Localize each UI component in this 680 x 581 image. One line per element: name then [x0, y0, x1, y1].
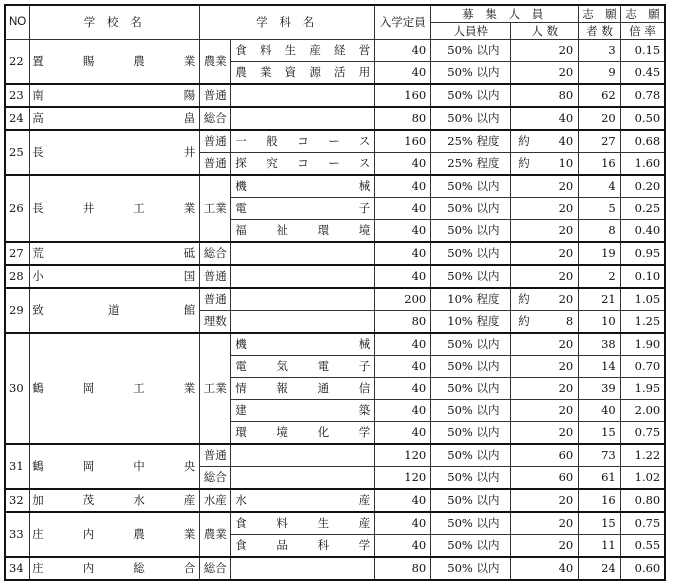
- recruit-count: [511, 288, 579, 311]
- table-row: [5, 444, 665, 467]
- school-name: 長井工業: [30, 175, 200, 242]
- recruit-count: [511, 107, 579, 130]
- recruit-count-value: 10: [558, 156, 574, 170]
- dept-name: 機械: [231, 333, 375, 356]
- dept-name: 食品科学: [231, 535, 375, 558]
- recruit-count-value: 20: [558, 179, 574, 193]
- ratio: 1.22: [620, 444, 665, 467]
- applicants: 40: [579, 400, 621, 422]
- school-no: 32: [5, 489, 30, 512]
- recruit-limit: 50% 以内: [431, 378, 511, 400]
- admissions-table-container: [4, 4, 666, 581]
- ratio: 0.80: [620, 489, 665, 512]
- applicants: 20: [579, 107, 621, 130]
- recruit-count-value: 20: [558, 425, 574, 439]
- school-name: 長井: [30, 130, 200, 175]
- recruit-count: [511, 467, 579, 490]
- recruit-limit: 50% 以内: [431, 198, 511, 220]
- recruit-limit: 50% 以内: [431, 333, 511, 356]
- ratio: 0.60: [620, 557, 665, 580]
- header-school: 学 校 名: [30, 5, 200, 40]
- table-row: [5, 175, 665, 198]
- school-name: 高畠: [30, 107, 200, 130]
- ratio: 0.25: [620, 198, 665, 220]
- recruit-count: [511, 153, 579, 176]
- dept-name: [231, 467, 375, 490]
- applicants: 8: [579, 220, 621, 243]
- recruit-count-value: 80: [558, 88, 574, 102]
- school-no: 24: [5, 107, 30, 130]
- school-no: 22: [5, 40, 30, 85]
- dept-category: 農業: [200, 40, 231, 85]
- dept-name: [231, 444, 375, 467]
- applicants: 39: [579, 378, 621, 400]
- table-row: [5, 40, 665, 62]
- applicants: 15: [579, 422, 621, 445]
- applicants: 14: [579, 356, 621, 378]
- dept-category: 総合: [200, 467, 231, 490]
- header-recruit: 募 集 人 員: [431, 5, 579, 23]
- dept-category: 農業: [200, 512, 231, 557]
- recruit-count: [511, 175, 579, 198]
- dept-category: 工業: [200, 175, 231, 242]
- school-no: 28: [5, 265, 30, 288]
- applicants: 62: [579, 84, 621, 107]
- dept-category: 普通: [200, 288, 231, 311]
- table-row: [5, 84, 665, 107]
- capacity: 120: [375, 444, 431, 467]
- dept-category: 総合: [200, 557, 231, 580]
- recruit-limit: 50% 以内: [431, 356, 511, 378]
- capacity: 40: [375, 512, 431, 535]
- table-row: [5, 333, 665, 356]
- dept-name: [231, 107, 375, 130]
- capacity: 40: [375, 265, 431, 288]
- applicants: 27: [579, 130, 621, 153]
- recruit-count: [511, 422, 579, 445]
- admissions-table: [4, 4, 666, 581]
- recruit-count: [511, 356, 579, 378]
- dept-name: 水産: [231, 489, 375, 512]
- recruit-limit: 50% 以内: [431, 265, 511, 288]
- dept-name: 農業資源活用: [231, 62, 375, 85]
- recruit-count: [511, 333, 579, 356]
- capacity: 80: [375, 557, 431, 580]
- applicants: 10: [579, 311, 621, 334]
- dept-category: 普通: [200, 265, 231, 288]
- recruit-count-value: 20: [558, 538, 574, 552]
- recruit-count: [511, 444, 579, 467]
- recruit-count: [511, 40, 579, 62]
- dept-category: 工業: [200, 333, 231, 444]
- header-dept: 学 科 名: [200, 5, 375, 40]
- school-name: 致道館: [30, 288, 200, 333]
- table-row: [5, 489, 665, 512]
- recruit-limit: 50% 以内: [431, 62, 511, 85]
- recruit-count: [511, 378, 579, 400]
- dept-name: 食料生産経営: [231, 40, 375, 62]
- applicants: 11: [579, 535, 621, 558]
- table-row: [5, 265, 665, 288]
- header-recruit-limit: 人員枠: [431, 23, 511, 40]
- school-name: 置賜農業: [30, 40, 200, 85]
- capacity: 40: [375, 356, 431, 378]
- table-row: [5, 107, 665, 130]
- applicants: 61: [579, 467, 621, 490]
- recruit-limit: 50% 以内: [431, 535, 511, 558]
- approx-mark: 約: [518, 292, 530, 306]
- dept-name: 情報通信: [231, 378, 375, 400]
- ratio: 0.50: [620, 107, 665, 130]
- dept-category: 理数: [200, 311, 231, 334]
- capacity: 40: [375, 220, 431, 243]
- table-row: [5, 130, 665, 153]
- recruit-limit: 50% 以内: [431, 512, 511, 535]
- applicants: 38: [579, 333, 621, 356]
- recruit-limit: 50% 以内: [431, 220, 511, 243]
- recruit-count-value: 20: [558, 359, 574, 373]
- school-name: 小国: [30, 265, 200, 288]
- applicants: 2: [579, 265, 621, 288]
- recruit-count-value: 20: [558, 403, 574, 417]
- recruit-count-value: 20: [558, 65, 574, 79]
- ratio: 0.20: [620, 175, 665, 198]
- recruit-limit: 25% 程度: [431, 130, 511, 153]
- recruit-limit: 50% 以内: [431, 422, 511, 445]
- header-ratio-1: 志 願: [620, 5, 665, 23]
- recruit-count-value: 20: [558, 493, 574, 507]
- capacity: 40: [375, 198, 431, 220]
- recruit-count-value: 40: [558, 111, 574, 125]
- recruit-limit: 50% 以内: [431, 400, 511, 422]
- table-body: [5, 40, 665, 581]
- ratio: 1.02: [620, 467, 665, 490]
- ratio: 1.25: [620, 311, 665, 334]
- header-ratio-2: 倍 率: [620, 23, 665, 40]
- school-name: 鶴岡中央: [30, 444, 200, 489]
- school-name: 鶴岡工業: [30, 333, 200, 444]
- header-capacity: 入学定員: [375, 5, 431, 40]
- dept-name: 電気電子: [231, 356, 375, 378]
- dept-name: 食料生産: [231, 512, 375, 535]
- recruit-count-value: 20: [558, 223, 574, 237]
- ratio: 1.95: [620, 378, 665, 400]
- recruit-count-value: 60: [558, 448, 574, 462]
- ratio: 1.60: [620, 153, 665, 176]
- ratio: 0.78: [620, 84, 665, 107]
- school-no: 29: [5, 288, 30, 333]
- recruit-limit: 50% 以内: [431, 489, 511, 512]
- recruit-count-value: 20: [558, 43, 574, 57]
- applicants: 3: [579, 40, 621, 62]
- header-recruit-count: 人 数: [511, 23, 579, 40]
- school-no: 34: [5, 557, 30, 580]
- recruit-count: [511, 265, 579, 288]
- applicants: 15: [579, 512, 621, 535]
- capacity: 40: [375, 333, 431, 356]
- applicants: 16: [579, 153, 621, 176]
- recruit-count-value: 20: [558, 269, 574, 283]
- header-applicants-2: 者 数: [579, 23, 621, 40]
- approx-mark: 約: [518, 314, 530, 328]
- dept-name: [231, 311, 375, 334]
- applicants: 5: [579, 198, 621, 220]
- table-row: [5, 288, 665, 311]
- ratio: 2.00: [620, 400, 665, 422]
- recruit-count-value: 40: [558, 134, 574, 148]
- dept-name: 機械: [231, 175, 375, 198]
- dept-name: 環境化学: [231, 422, 375, 445]
- dept-name: 一般コース: [231, 130, 375, 153]
- school-name: 庄内総合: [30, 557, 200, 580]
- recruit-limit: 50% 以内: [431, 467, 511, 490]
- ratio: 0.40: [620, 220, 665, 243]
- capacity: 120: [375, 467, 431, 490]
- recruit-limit: 50% 以内: [431, 242, 511, 265]
- dept-category: 総合: [200, 107, 231, 130]
- recruit-count: [511, 512, 579, 535]
- recruit-count: [511, 489, 579, 512]
- applicants: 4: [579, 175, 621, 198]
- school-no: 25: [5, 130, 30, 175]
- dept-name: [231, 242, 375, 265]
- applicants: 21: [579, 288, 621, 311]
- capacity: 80: [375, 107, 431, 130]
- recruit-limit: 50% 以内: [431, 84, 511, 107]
- dept-category: 普通: [200, 153, 231, 176]
- dept-name: [231, 265, 375, 288]
- ratio: 0.70: [620, 356, 665, 378]
- school-no: 33: [5, 512, 30, 557]
- capacity: 200: [375, 288, 431, 311]
- table-row: [5, 512, 665, 535]
- ratio: 1.05: [620, 288, 665, 311]
- capacity: 40: [375, 62, 431, 85]
- recruit-count-value: 20: [558, 292, 574, 306]
- recruit-count-value: 60: [558, 470, 574, 484]
- recruit-limit: 50% 以内: [431, 40, 511, 62]
- capacity: 40: [375, 400, 431, 422]
- recruit-count: [511, 62, 579, 85]
- recruit-count: [511, 220, 579, 243]
- ratio: 1.90: [620, 333, 665, 356]
- recruit-count-value: 40: [558, 561, 574, 575]
- recruit-count-value: 20: [558, 516, 574, 530]
- school-no: 27: [5, 242, 30, 265]
- recruit-limit: 10% 程度: [431, 288, 511, 311]
- capacity: 160: [375, 130, 431, 153]
- capacity: 40: [375, 535, 431, 558]
- header-no: NO: [5, 5, 30, 40]
- recruit-count: [511, 242, 579, 265]
- ratio: 0.68: [620, 130, 665, 153]
- dept-name: [231, 84, 375, 107]
- ratio: 0.75: [620, 422, 665, 445]
- table-header: [5, 5, 665, 40]
- applicants: 24: [579, 557, 621, 580]
- school-name: 荒砥: [30, 242, 200, 265]
- capacity: 40: [375, 378, 431, 400]
- ratio: 0.55: [620, 535, 665, 558]
- approx-mark: 約: [518, 134, 530, 148]
- dept-category: 普通: [200, 84, 231, 107]
- school-no: 31: [5, 444, 30, 489]
- capacity: 40: [375, 153, 431, 176]
- applicants: 9: [579, 62, 621, 85]
- school-name: 庄内農業: [30, 512, 200, 557]
- recruit-limit: 50% 以内: [431, 107, 511, 130]
- ratio: 0.10: [620, 265, 665, 288]
- school-no: 30: [5, 333, 30, 444]
- ratio: 0.75: [620, 512, 665, 535]
- capacity: 40: [375, 175, 431, 198]
- dept-name: 福祉環境: [231, 220, 375, 243]
- recruit-limit: 25% 程度: [431, 153, 511, 176]
- capacity: 40: [375, 242, 431, 265]
- dept-category: 普通: [200, 444, 231, 467]
- dept-category: 普通: [200, 130, 231, 153]
- applicants: 73: [579, 444, 621, 467]
- recruit-limit: 50% 以内: [431, 175, 511, 198]
- capacity: 160: [375, 84, 431, 107]
- dept-category: 総合: [200, 242, 231, 265]
- recruit-limit: 10% 程度: [431, 311, 511, 334]
- dept-name: 建築: [231, 400, 375, 422]
- dept-name: 電子: [231, 198, 375, 220]
- recruit-limit: 50% 以内: [431, 557, 511, 580]
- recruit-count: [511, 130, 579, 153]
- school-name: 加茂水産: [30, 489, 200, 512]
- recruit-count-value: 20: [558, 246, 574, 260]
- dept-name: 探究コース: [231, 153, 375, 176]
- capacity: 40: [375, 422, 431, 445]
- capacity: 40: [375, 489, 431, 512]
- school-no: 23: [5, 84, 30, 107]
- applicants: 19: [579, 242, 621, 265]
- table-row: [5, 242, 665, 265]
- recruit-count: [511, 400, 579, 422]
- dept-name: [231, 288, 375, 311]
- capacity: 80: [375, 311, 431, 334]
- ratio: 0.15: [620, 40, 665, 62]
- school-no: 26: [5, 175, 30, 242]
- recruit-count: [511, 311, 579, 334]
- recruit-count: [511, 198, 579, 220]
- recruit-count-value: 20: [558, 337, 574, 351]
- ratio: 0.45: [620, 62, 665, 85]
- recruit-limit: 50% 以内: [431, 444, 511, 467]
- applicants: 16: [579, 489, 621, 512]
- school-name: 南陽: [30, 84, 200, 107]
- header-applicants-1: 志 願: [579, 5, 621, 23]
- recruit-count-value: 20: [558, 381, 574, 395]
- recruit-count-value: 8: [565, 314, 574, 328]
- ratio: 0.95: [620, 242, 665, 265]
- recruit-count: [511, 84, 579, 107]
- recruit-count-value: 20: [558, 201, 574, 215]
- approx-mark: 約: [518, 156, 530, 170]
- dept-category: 水産: [200, 489, 231, 512]
- recruit-count: [511, 535, 579, 558]
- capacity: 40: [375, 40, 431, 62]
